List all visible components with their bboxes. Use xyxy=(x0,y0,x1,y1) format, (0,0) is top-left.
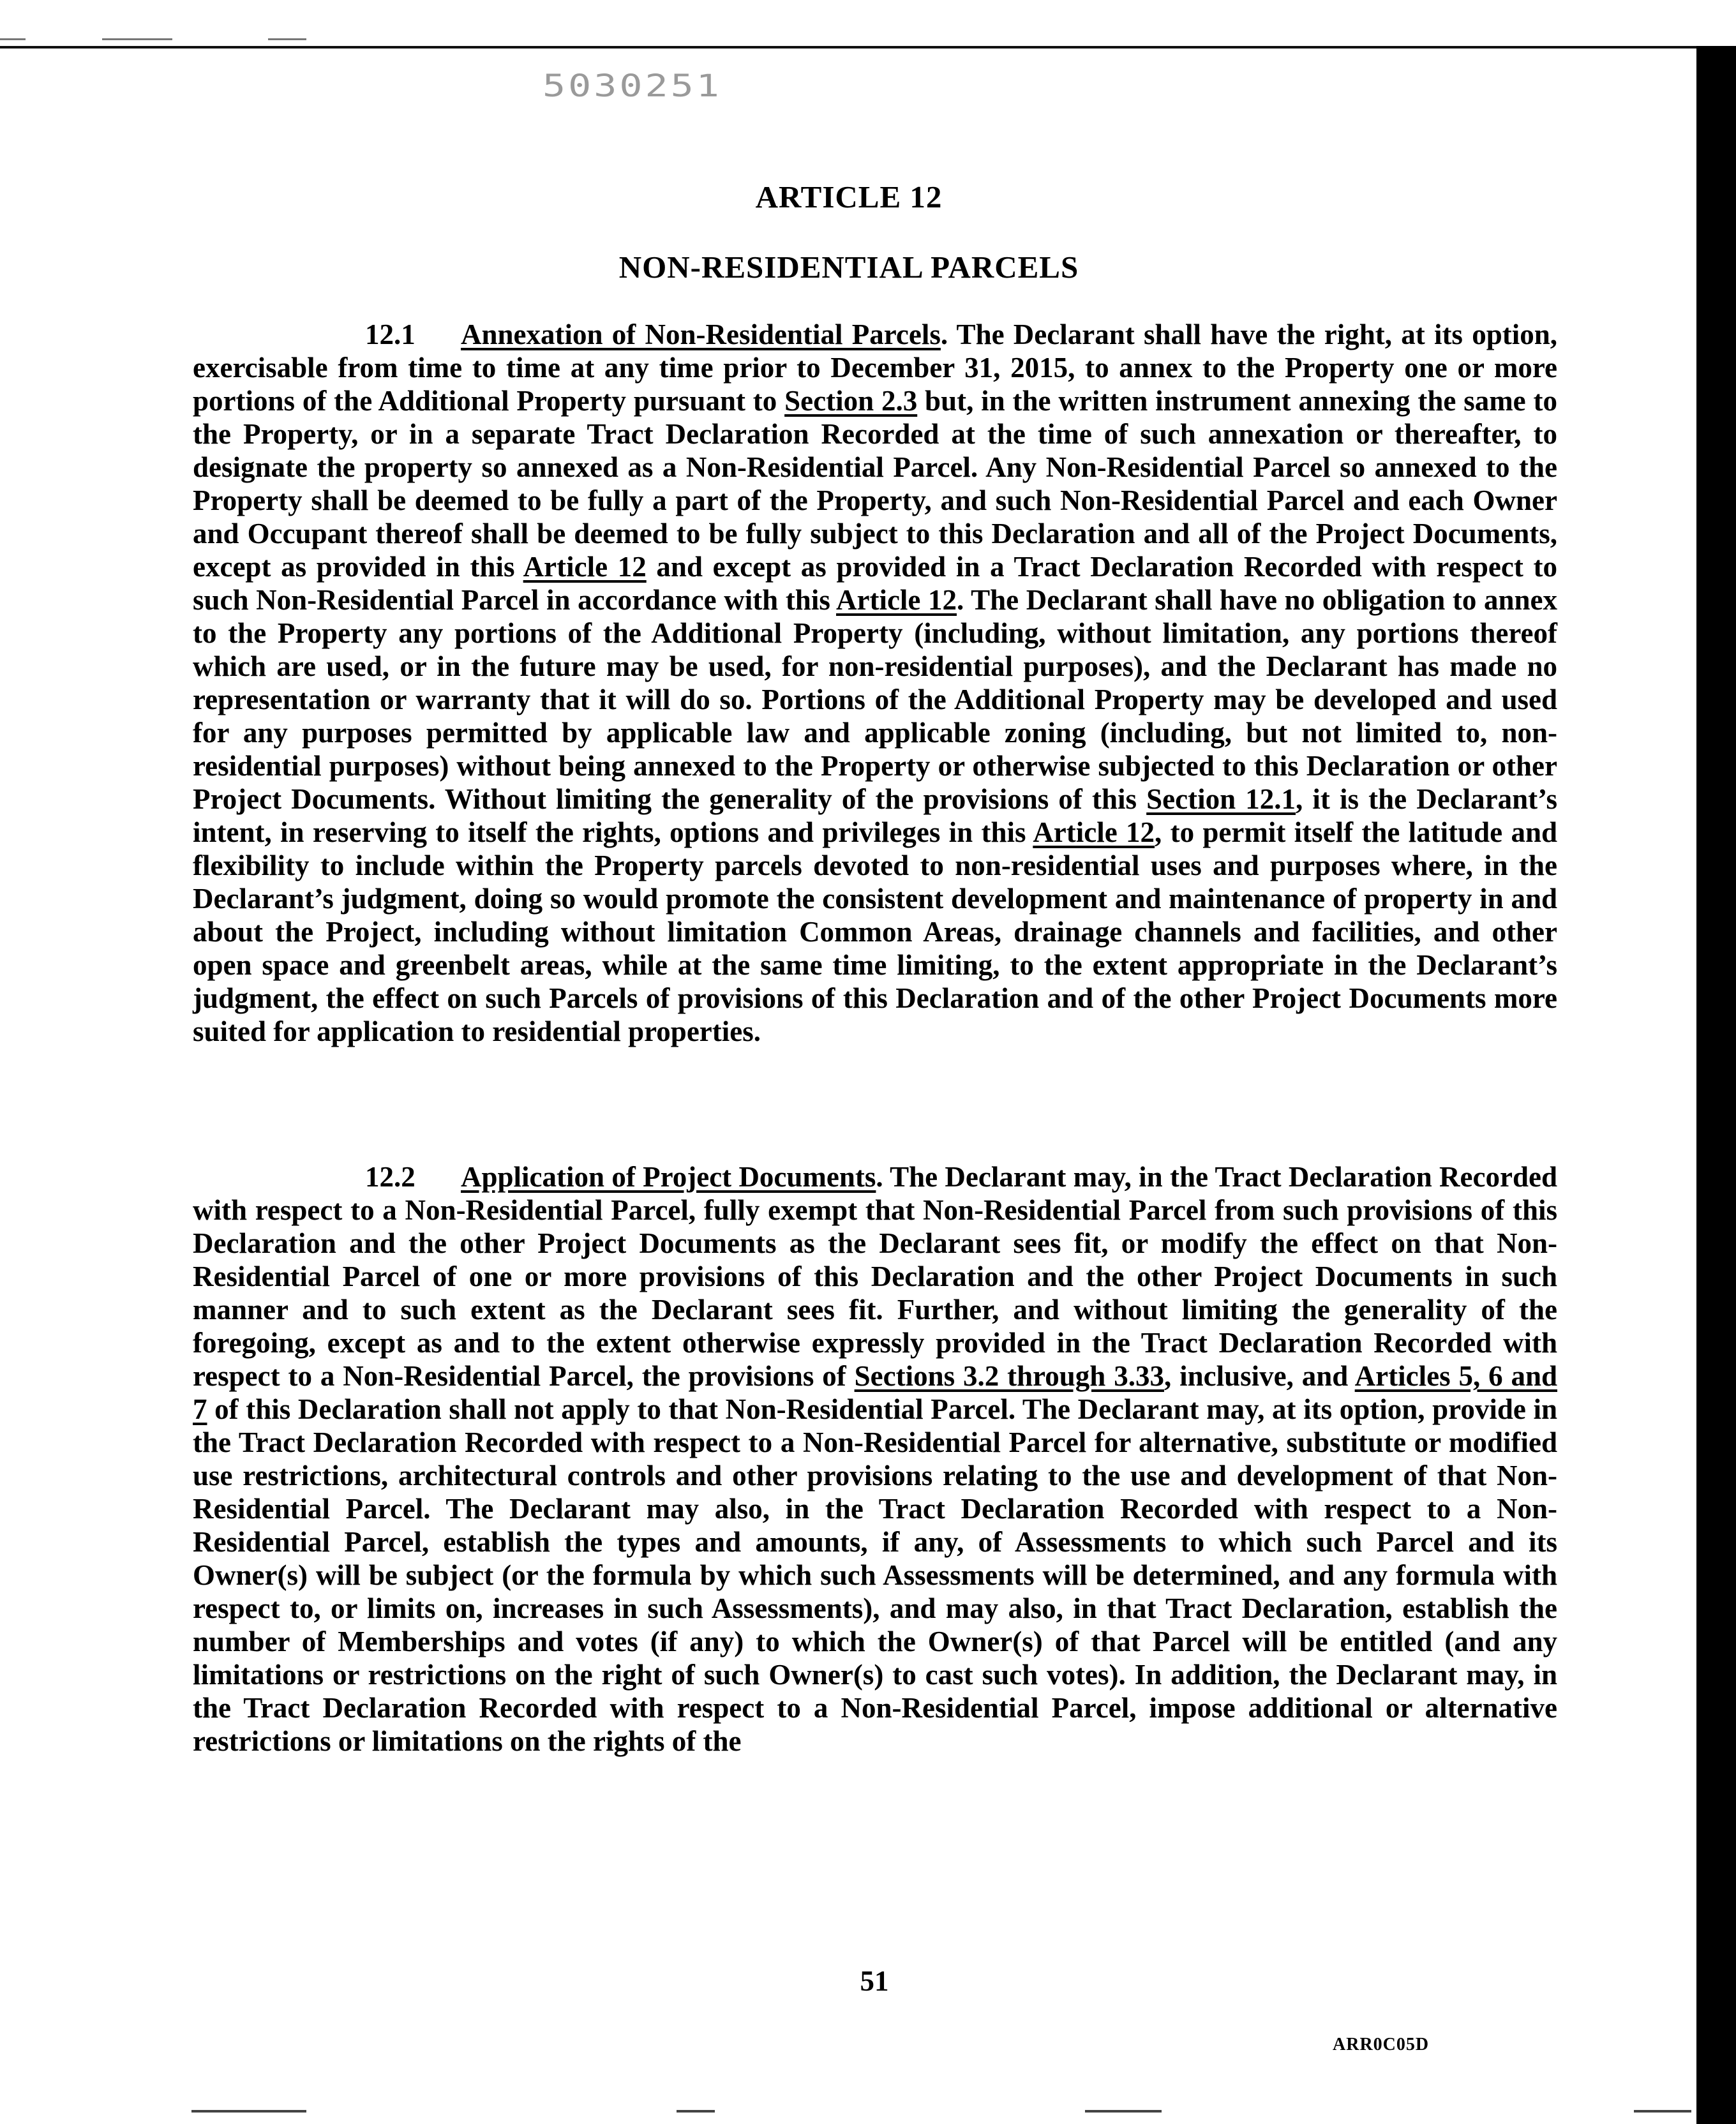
document-code: ARR0C05D xyxy=(1333,2035,1430,2054)
cross-reference: Article 12 xyxy=(1033,816,1155,848)
section-title: Application of Project Documents xyxy=(461,1161,876,1193)
scan-artifact xyxy=(0,38,26,40)
section-12-1-paragraph: 12.1 Annexation of Non-Residential Parcels. The Declarant shall have the right, at its option, exercisable from time to time at any time prior to December 31, 2015, to annex to the Property one or more portions of the Additional Property pursuant to Section 2.3 but, in the written instrument annexing the same to the Property, or in a separate Tract Declaration Recorded at the time of such annexation or thereafter, to designate the property so annexed as a Non-Residential Parcel. Any Non-Residential Parcel so annexed to the Property shall be deemed to be fully a part of the Property, and such Non-Residential Parcel and each Owner and Occupant thereof shall be deemed to be fully subject to this Declaration and all of the Project Documents, except as provided in this Article 12 and except as provided in a Tract Declaration Recorded with respect to such Non-Residential Parcel in accordance with this Article 12. The Declarant shall have no obligation to annex to the Property any portions of the Additional Property (including, without limitation, any portions thereof which are used, or in the future may be used, for non-residential purposes), and the Declarant has made no representation or warranty that it will do so. Portions of the Additional Property may be developed and used for any purposes permitted by applicable law and applicable zoning (including, but not limited to, non-residential purposes) without being annexed to the Property or otherwise subjected to this Declaration or other Project Documents. Without limiting the generality of the provisions of this Section 12.1, it is the Declarant’s intent, in reserving to itself the rights, options and privileges in this Article 12, to permit itself the latitude and flexibility to include within the Property parcels devoted to non-residential uses and purposes where, in the Declarant’s judgment, doing so would promote the consistent development and maintenance of property in and about the Project, including without limitation Common Areas, drainage channels and facilities, and other open space and greenbelt areas, while at the same time limiting, to the extent appropriate in the Declarant’s judgment, the effect on such Parcels of provisions of this Declaration and of the other Project Documents more suited for application to residential properties. xyxy=(193,318,1558,1047)
recording-stamp: 5030251 xyxy=(542,68,722,104)
section-12-2-paragraph: 12.2 Application of Project Documents. The Declarant may, in the Tract Declaration Recorded with respect to a Non-Residential Parcel, fully exempt that Non-Residential Parcel from such provisions of this Declaration and the other Project Documents as the Declarant sees fit, or modify the effect on that Non-Residential Parcel of one or more provisions of this Declaration and the other Project Documents in such manner and to such extent as the Declarant sees fit. Further, and without limiting the generality of the foregoing, except as and to the extent otherwise expressly provided in the Tract Declaration Recorded with respect to a Non-Residential Parcel, the provisions of Sections 3.2 through 3.33, inclusive, and Articles 5, 6 and 7 of this Declaration shall not apply to that Non-Residential Parcel. The Declarant may, at its option, provide in the Tract Declaration Recorded with respect to a Non-Residential Parcel for alternative, substitute or modified use restrictions, architectural controls and other provisions relating to the use and development of that Non-Residential Parcel. The Declarant may also, in the Tract Declaration Recorded with respect to a Non-Residential Parcel, establish the types and amounts, if any, of Assessments to which such Parcel and its Owner(s) will be subject (or the formula by which such Assessments will be determined, and any formula with respect to, or limits on, increases in such Assessments), and may also, in that Tract Declaration, establish the number of Memberships and votes (if any) to which the Owner(s) of that Parcel will be entitled (and any limitations or restrictions on the right of such Owner(s) to cast such votes). In addition, the Declarant may, in the Tract Declaration Recorded with respect to a Non-Residential Parcel, impose additional or alternative restrictions or limitations on the rights of the xyxy=(193,1161,1558,1757)
cross-reference: Section 2.3 xyxy=(784,385,918,417)
article-title: NON-RESIDENTIAL PARCELS xyxy=(618,250,1079,285)
scan-artifact xyxy=(677,2110,715,2113)
scan-artifact xyxy=(1085,2110,1162,2113)
section-title: Annexation of Non-Residential Parcels xyxy=(461,318,941,350)
scan-top-border xyxy=(0,46,1698,49)
cross-reference: Article 12 xyxy=(836,584,957,616)
scan-artifact xyxy=(191,2110,306,2113)
page-number: 51 xyxy=(860,1965,889,1997)
section-number: 12.2 xyxy=(365,1161,415,1193)
cross-reference: Articles 5, 6 and 7 xyxy=(193,1360,1558,1425)
section-number: 12.1 xyxy=(365,318,415,350)
cross-reference: Sections 3.2 through 3.33 xyxy=(854,1360,1164,1392)
cross-reference: Article 12 xyxy=(523,551,647,583)
scan-right-border xyxy=(1696,46,1736,2124)
scan-artifact xyxy=(1634,2110,1691,2113)
cross-reference: Section 12.1 xyxy=(1146,783,1296,815)
scan-artifact xyxy=(268,38,306,40)
article-heading: ARTICLE 12 xyxy=(755,179,943,214)
scan-artifact xyxy=(102,38,172,40)
